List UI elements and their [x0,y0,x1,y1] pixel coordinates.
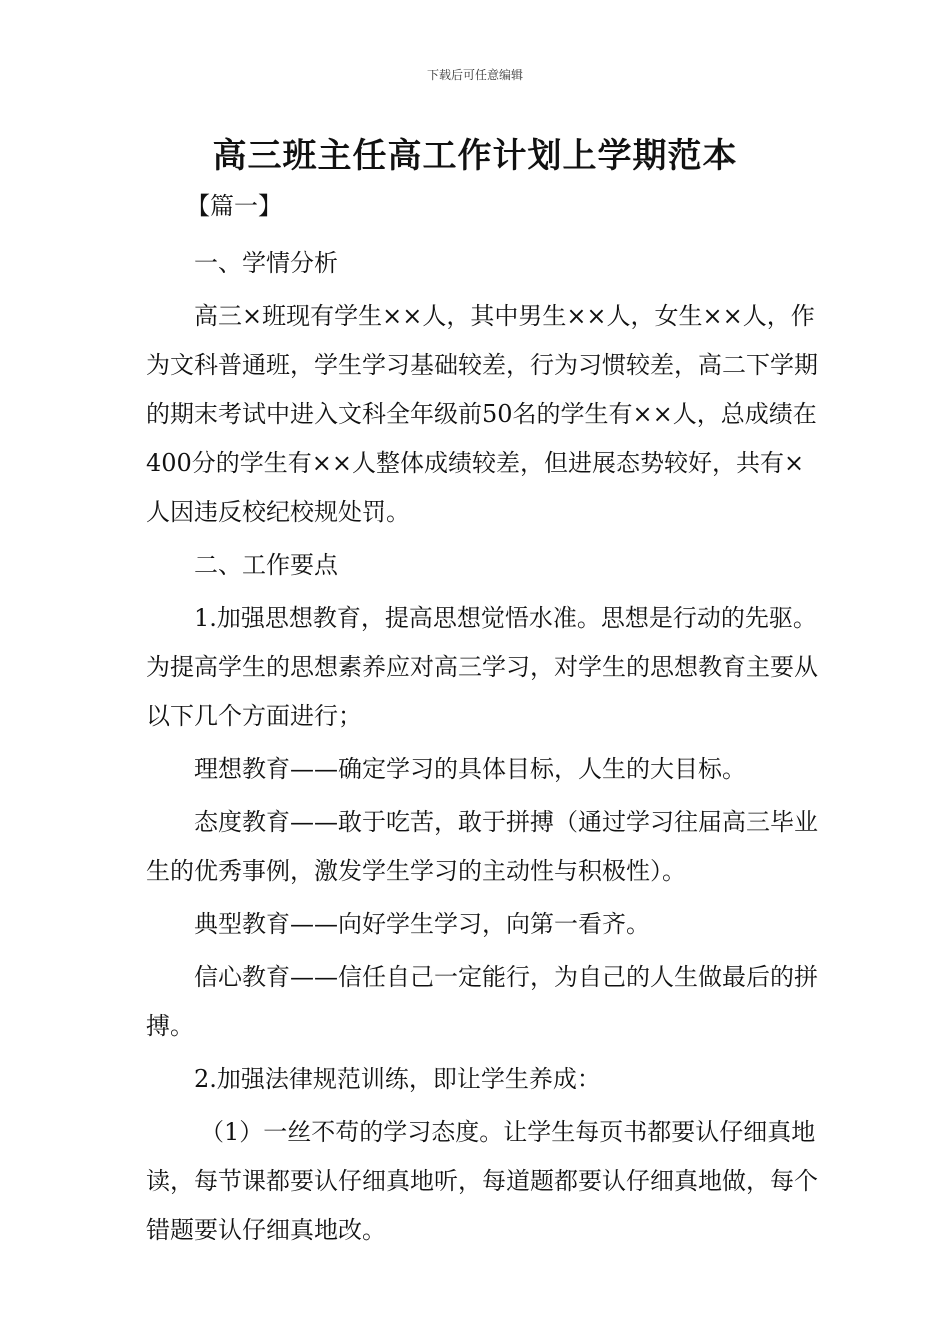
paragraph-model-education: 典型教育——向好学生学习，向第一看齐。 [194,910,650,938]
paragraph-attitude-education: 态度教育——敢于吃苦，敢于拼搏（通过学习往届高三毕业生的优秀事例，激发学生学习的主动性与积极性）。 [146,808,818,885]
paragraph-confidence-education: 信心教育——信任自己一定能行，为自己的人生做最后的拼搏。 [146,963,818,1040]
paragraph-point-2-item-1: （1）一丝不苟的学习态度。让学生每页书都要认仔细真地读，每节课都要认仔细真地听，每道题都要认仔细真地做，每个错题要认仔细真地改。 [146,1118,818,1244]
paragraph-point-2: 2.加强法律规范训练，即让学生养成： [194,1065,601,1093]
paragraph-ideal-education: 理想教育——确定学习的具体目标，人生的大目标。 [194,755,746,783]
part-label: 【篇一】 [186,192,282,220]
paragraph-analysis: 高三×班现有学生××人，其中男生××人，女生××人，作为文科普通班，学生学习基础较差，行为习惯较差，高二下学期的期末考试中进入文科全年级前50名的学生有××人，总成绩在400分的学生有××人整体成绩较差，但进展态势较好，共有×人因违反校纪校规处罚。 [146,302,818,526]
document-body [146,182,826,1255]
section-heading-key-points: 二、工作要点 [194,551,338,579]
section-heading-analysis: 一、学情分析 [194,249,338,277]
paragraph-point-1: 1.加强思想教育，提高思想觉悟水准。思想是行动的先驱。为提高学生的思想素养应对高三学习，对学生的思想教育主要从以下几个方面进行； [146,604,818,730]
page-header-note: 下载后可任意编辑 [426,68,523,82]
document-title: 高三班主任高工作计划上学期范本 [212,136,738,176]
